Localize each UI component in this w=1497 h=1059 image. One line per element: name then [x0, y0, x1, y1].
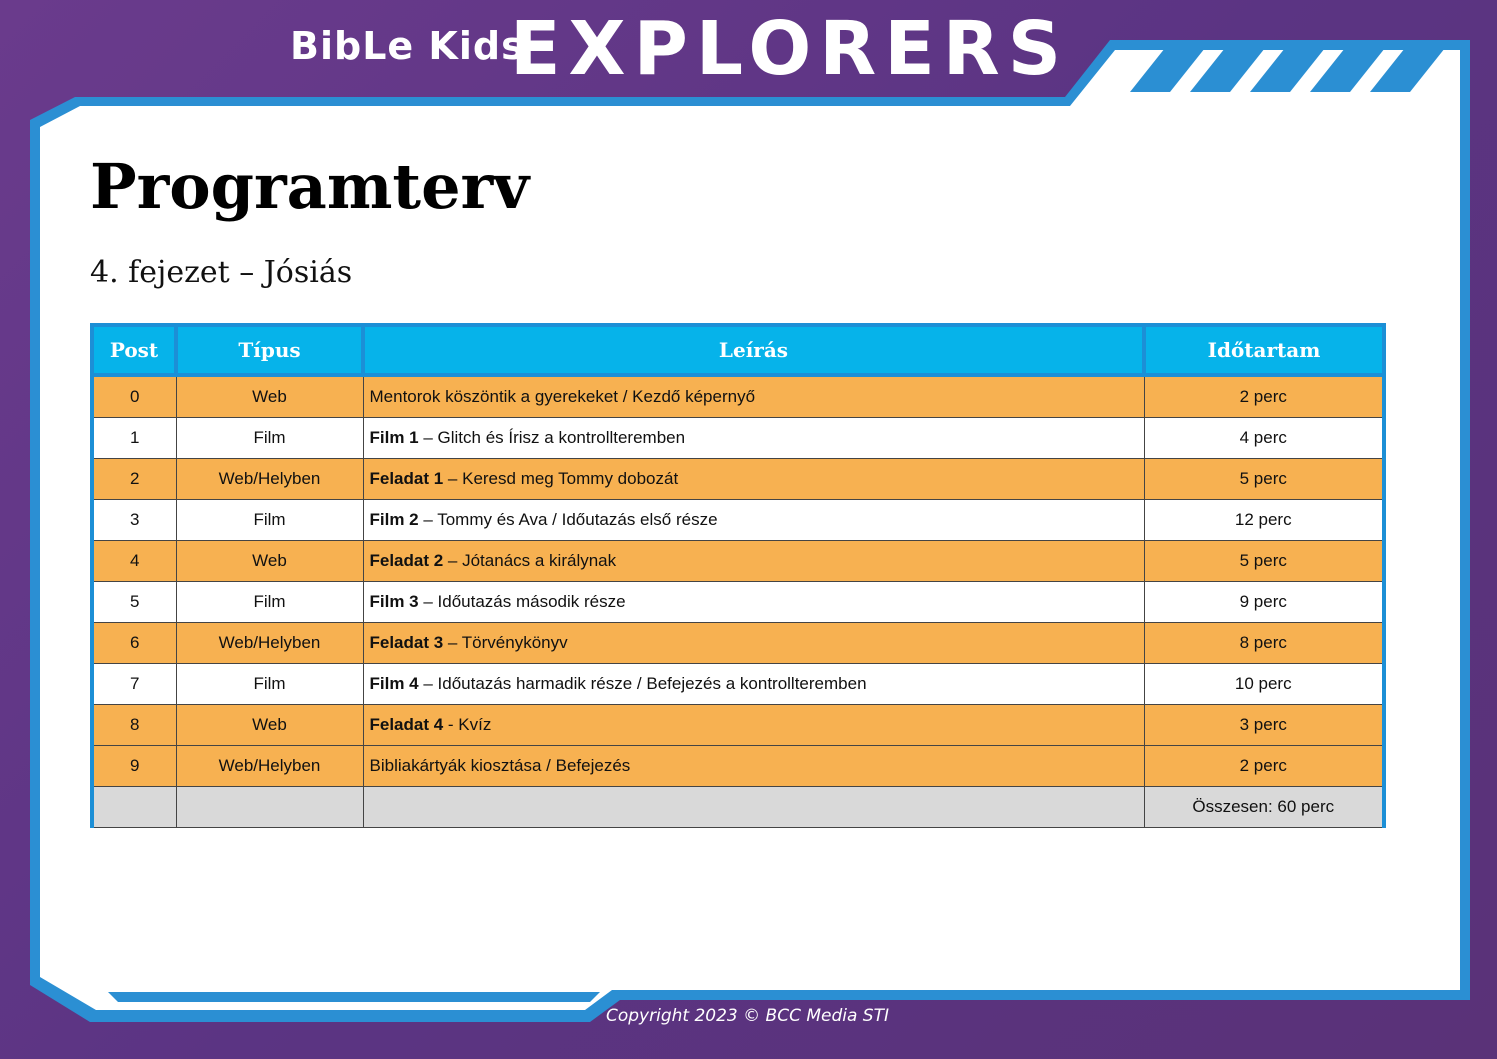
- cell-post: 8: [92, 705, 176, 746]
- description-text: Bibliakártyák kiosztása / Befejezés: [369, 756, 631, 775]
- cell-description: [363, 623, 1144, 664]
- cell-duration: 4 perc: [1144, 418, 1384, 459]
- cell-duration: 9 perc: [1144, 582, 1384, 623]
- table-header-row: [92, 325, 1384, 375]
- schedule-table: [90, 323, 1386, 828]
- cell-type: Film: [176, 582, 363, 623]
- cell-description: [363, 746, 1144, 787]
- table-row: [92, 375, 1384, 418]
- cell-type: Film: [176, 418, 363, 459]
- page-title: Programterv: [90, 150, 530, 223]
- cell-post: 3: [92, 500, 176, 541]
- description-bold: Feladat 3: [369, 633, 444, 652]
- description-bold: Feladat 1: [369, 469, 444, 488]
- cell-type: Web: [176, 541, 363, 582]
- table-row: [92, 746, 1384, 787]
- cell-type: Web: [176, 375, 363, 418]
- description-bold: Feladat 4: [369, 715, 444, 734]
- column-header-duration: Időtartam: [1144, 325, 1384, 375]
- cell-post: 9: [92, 746, 176, 787]
- cell-post: 0: [92, 375, 176, 418]
- description-bold: Film 3: [369, 592, 419, 611]
- cell-post: 6: [92, 623, 176, 664]
- cell-post: 7: [92, 664, 176, 705]
- cell-description: [363, 375, 1144, 418]
- cell-description: [363, 541, 1144, 582]
- cell-total: Összesen: 60 perc: [1144, 787, 1384, 828]
- table-row: [92, 418, 1384, 459]
- cell-duration: 2 perc: [1144, 746, 1384, 787]
- cell-duration: 3 perc: [1144, 705, 1384, 746]
- cell-duration: 12 perc: [1144, 500, 1384, 541]
- copyright-text: Copyright 2023 © BCC Media STI: [606, 1006, 889, 1026]
- cell-post: 2: [92, 459, 176, 500]
- cell-duration: 10 perc: [1144, 664, 1384, 705]
- cell-description: [363, 705, 1144, 746]
- bottom-accent-bar: [108, 992, 600, 1002]
- brand-logo-big: EXPLORERS: [510, 6, 1070, 92]
- cell-duration: 5 perc: [1144, 459, 1384, 500]
- cell-description: [363, 500, 1144, 541]
- cell-post: 1: [92, 418, 176, 459]
- brand-logo-small: BibLe Kids: [290, 24, 525, 68]
- description-text: – Jótanács a királynak: [443, 551, 617, 570]
- cell-duration: 2 perc: [1144, 375, 1384, 418]
- cell-type: Film: [176, 500, 363, 541]
- table-row: [92, 664, 1384, 705]
- description-bold: Film 2: [369, 510, 419, 529]
- description-text: – Törvénykönyv: [443, 633, 568, 652]
- column-header-type: Típus: [176, 325, 363, 375]
- description-text: – Glitch és Írisz a kontrollteremben: [418, 428, 686, 447]
- cell-type: Web: [176, 705, 363, 746]
- table-row: [92, 623, 1384, 664]
- table-total-row: [92, 787, 1384, 828]
- description-text: Mentorok köszöntik a gyerekeket / Kezdő képernyő: [369, 387, 756, 406]
- description-bold: Film 1: [369, 428, 419, 447]
- cell-description: [363, 459, 1144, 500]
- table-row: [92, 541, 1384, 582]
- cell-empty: [176, 787, 363, 828]
- description-text: – Időutazás második része: [418, 592, 626, 611]
- page-subtitle: 4. fejezet – Jósiás: [90, 255, 353, 290]
- cell-empty: [92, 787, 176, 828]
- cell-description: [363, 664, 1144, 705]
- cell-empty: [363, 787, 1144, 828]
- column-header-description: Leírás: [363, 325, 1144, 375]
- table-row: [92, 582, 1384, 623]
- description-text: – Tommy és Ava / Időutazás első része: [418, 510, 718, 529]
- cell-type: Web/Helyben: [176, 459, 363, 500]
- cell-type: Film: [176, 664, 363, 705]
- cell-type: Web/Helyben: [176, 623, 363, 664]
- cell-post: 5: [92, 582, 176, 623]
- column-header-post: Post: [92, 325, 176, 375]
- description-text: – Időutazás harmadik része / Befejezés a kontrollteremben: [418, 674, 867, 693]
- cell-type: Web/Helyben: [176, 746, 363, 787]
- table-row: [92, 459, 1384, 500]
- table-row: [92, 500, 1384, 541]
- description-bold: Feladat 2: [369, 551, 444, 570]
- cell-description: [363, 582, 1144, 623]
- table-row: [92, 705, 1384, 746]
- description-text: - Kvíz: [443, 715, 492, 734]
- description-bold: Film 4: [369, 674, 419, 693]
- cell-duration: 8 perc: [1144, 623, 1384, 664]
- cell-duration: 5 perc: [1144, 541, 1384, 582]
- cell-description: [363, 418, 1144, 459]
- cell-post: 4: [92, 541, 176, 582]
- description-text: – Keresd meg Tommy dobozát: [443, 469, 679, 488]
